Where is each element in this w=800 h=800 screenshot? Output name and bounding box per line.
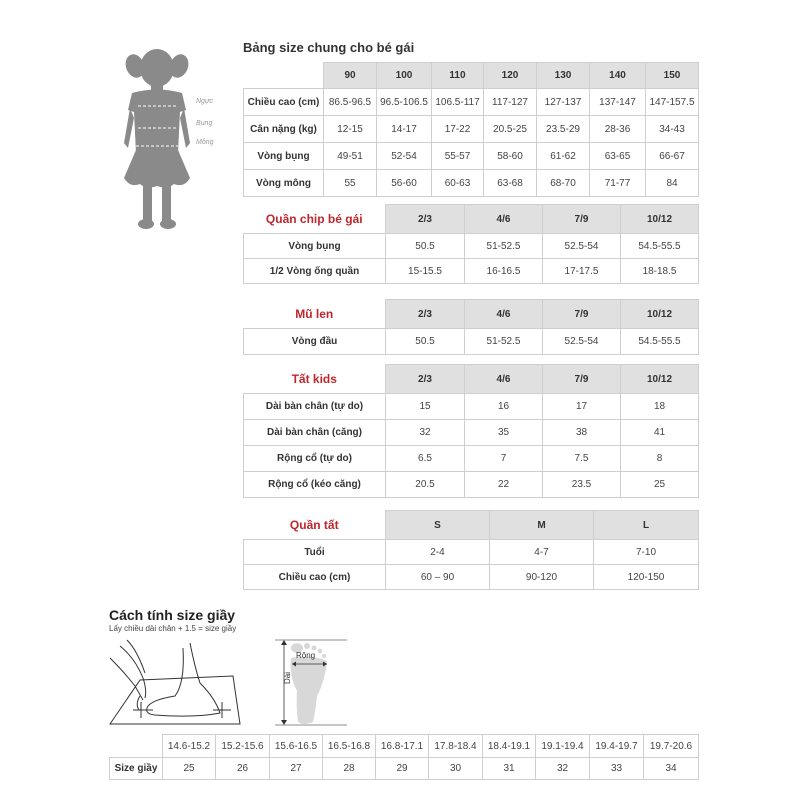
shoe-size-cell: 31 [483, 758, 536, 780]
shoe-size-table [109, 734, 699, 780]
table-cell: 49-51 [324, 143, 377, 170]
table-row [110, 758, 699, 780]
row-label: Dài bàn chân (tự do) [244, 394, 386, 420]
shoe-size-cell: 27 [270, 758, 323, 780]
table-cell: 4-7 [490, 540, 594, 565]
table-header-row [110, 735, 699, 758]
column-header: 100 [377, 63, 432, 89]
hat-size-table [243, 299, 699, 355]
foot-length-cell: 17.8-18.4 [429, 735, 483, 758]
row-label: Rộng cổ (tự do) [244, 446, 386, 472]
table-cell: 86.5-96.5 [324, 89, 377, 116]
table-cell: 117-127 [484, 89, 537, 116]
table-row [244, 234, 699, 259]
table-cell: 20.5 [386, 472, 465, 498]
table-cell: 22 [465, 472, 543, 498]
waist-label: Bụng [196, 120, 213, 127]
column-header: S [386, 511, 490, 540]
table-cell: 63-68 [484, 170, 537, 197]
table-cell: 90-120 [490, 565, 594, 590]
table-row [244, 143, 699, 170]
table-cell: 17 [543, 394, 621, 420]
shoe-size-cell: 32 [536, 758, 590, 780]
table-cell: 68-70 [537, 170, 590, 197]
table-row [244, 329, 699, 355]
table-header-row [244, 205, 699, 234]
shoe-size-cell: 26 [216, 758, 270, 780]
table-row [244, 394, 699, 420]
column-header: 10/12 [621, 365, 699, 394]
table-row [244, 472, 699, 498]
column-header: 10/12 [621, 205, 699, 234]
foot-length-cell: 15.6-16.5 [270, 735, 323, 758]
table-cell: 127-137 [537, 89, 590, 116]
foot-measuring-illustration [105, 638, 245, 728]
table-cell: 52.5-54 [543, 234, 621, 259]
table-cell: 7.5 [543, 446, 621, 472]
table-cell: 147-157.5 [646, 89, 699, 116]
table-cell: 120-150 [594, 565, 699, 590]
foot-length-cell: 14.6-15.2 [163, 735, 216, 758]
row-label: Vòng bụng [244, 143, 324, 170]
table-row [244, 259, 699, 284]
row-label: Rộng cổ (kéo căng) [244, 472, 386, 498]
table-cell: 35 [465, 420, 543, 446]
table-cell: 17-17.5 [543, 259, 621, 284]
table-cell: 15-15.5 [386, 259, 465, 284]
foot-length-cell: 18.4-19.1 [483, 735, 536, 758]
column-header: L [594, 511, 699, 540]
foot-length-cell: 19.4-19.7 [590, 735, 644, 758]
row-label: Size giầy [110, 758, 163, 780]
table-header-row [244, 63, 699, 89]
tights-size-table [243, 510, 699, 590]
table-cell: 14-17 [377, 116, 432, 143]
table-header-row [244, 365, 699, 394]
table-cell: 84 [646, 170, 699, 197]
foot-length-cell: 16.5-16.8 [323, 735, 376, 758]
table-cell: 23.5-29 [537, 116, 590, 143]
shoe-size-cell: 25 [163, 758, 216, 780]
hand-measuring-foot-icon [105, 638, 245, 728]
table-cell: 12-15 [324, 116, 377, 143]
section-title: Tất kids [291, 371, 337, 386]
column-header: 90 [324, 63, 377, 89]
table-cell: 137-147 [590, 89, 646, 116]
table-cell: 41 [621, 420, 699, 446]
column-header: 2/3 [386, 365, 465, 394]
column-header: M [490, 511, 594, 540]
column-header: 150 [646, 63, 699, 89]
column-header: 4/6 [465, 300, 543, 329]
row-label: Chiều cao (cm) [244, 565, 386, 590]
column-header: 110 [432, 63, 484, 89]
table-cell: 34-43 [646, 116, 699, 143]
row-label: Vòng đầu [244, 329, 386, 355]
table-cell: 7 [465, 446, 543, 472]
foot-dimensions-illustration [265, 636, 355, 729]
table-cell: 54.5-55.5 [621, 329, 699, 355]
chest-label: Ngực [196, 98, 213, 105]
table-cell: 52-54 [377, 143, 432, 170]
table-cell: 55 [324, 170, 377, 197]
table-cell: 18 [621, 394, 699, 420]
column-header: 7/9 [543, 205, 621, 234]
foot-width-label: Rộng [296, 651, 316, 660]
girl-silhouette-icon [112, 38, 232, 233]
shoe-section-title: Cách tính size giầy [109, 607, 236, 623]
table-cell: 2-4 [386, 540, 490, 565]
table-row [244, 89, 699, 116]
table-cell: 18-18.5 [621, 259, 699, 284]
table-cell: 8 [621, 446, 699, 472]
table-cell: 60 – 90 [386, 565, 490, 590]
shoe-size-cell: 30 [429, 758, 483, 780]
table-cell: 50.5 [386, 234, 465, 259]
table-header-row [244, 511, 699, 540]
table-cell: 60-63 [432, 170, 484, 197]
shoe-size-cell: 34 [644, 758, 699, 780]
table-cell: 55-57 [432, 143, 484, 170]
table-cell: 17-22 [432, 116, 484, 143]
blank-cell [244, 63, 324, 89]
row-label: Vòng bụng [244, 234, 386, 259]
table-cell: 6.5 [386, 446, 465, 472]
table-cell: 38 [543, 420, 621, 446]
column-header: 2/3 [386, 205, 465, 234]
table-cell: 32 [386, 420, 465, 446]
table-cell: 96.5-106.5 [377, 89, 432, 116]
table-cell: 106.5-117 [432, 89, 484, 116]
main-size-table [243, 62, 699, 197]
table-cell: 71-77 [590, 170, 646, 197]
row-label: 1/2 Vòng ống quần [244, 259, 386, 284]
column-header: 4/6 [465, 365, 543, 394]
column-header: 7/9 [543, 300, 621, 329]
table-cell: 23.5 [543, 472, 621, 498]
table-header-row [244, 300, 699, 329]
footprint-icon [265, 636, 355, 729]
table-cell: 28-36 [590, 116, 646, 143]
foot-length-cell: 16.8-17.1 [376, 735, 429, 758]
table-cell: 16-16.5 [465, 259, 543, 284]
shoe-size-cell: 29 [376, 758, 429, 780]
table-cell: 66-67 [646, 143, 699, 170]
table-cell: 54.5-55.5 [621, 234, 699, 259]
blank-cell [110, 735, 163, 758]
row-label: Cân nặng (kg) [244, 116, 324, 143]
table-cell: 63-65 [590, 143, 646, 170]
table-row [244, 446, 699, 472]
section-title: Quần tất [289, 517, 339, 532]
girl-silhouette-figure [112, 38, 232, 233]
hip-label: Mông [196, 139, 214, 146]
column-header: 4/6 [465, 205, 543, 234]
foot-length-cell: 19.7-20.6 [644, 735, 699, 758]
column-header: 7/9 [543, 365, 621, 394]
main-size-table-title: Bảng size chung cho bé gái [243, 40, 415, 55]
table-cell: 25 [621, 472, 699, 498]
section-title: Mũ len [295, 306, 334, 321]
column-header: 120 [484, 63, 537, 89]
row-label: Chiều cao (cm) [244, 89, 324, 116]
table-cell: 16 [465, 394, 543, 420]
table-cell: 58-60 [484, 143, 537, 170]
column-header: 130 [537, 63, 590, 89]
section-title: Quần chip bé gái [265, 211, 363, 226]
table-cell: 50.5 [386, 329, 465, 355]
table-row [244, 420, 699, 446]
table-row [244, 565, 699, 590]
table-row [244, 116, 699, 143]
shoe-size-cell: 28 [323, 758, 376, 780]
table-cell: 52.5-54 [543, 329, 621, 355]
row-label: Tuổi [244, 540, 386, 565]
foot-length-cell: 19.1-19.4 [536, 735, 590, 758]
shoe-size-cell: 33 [590, 758, 644, 780]
table-cell: 61-62 [537, 143, 590, 170]
table-row [244, 170, 699, 197]
shoe-section-subtitle: Lấy chiều dài chân + 1.5 = size giầy [109, 624, 237, 633]
column-header: 140 [590, 63, 646, 89]
foot-length-label: Dài [283, 671, 292, 684]
table-cell: 15 [386, 394, 465, 420]
row-label: Vòng mông [244, 170, 324, 197]
row-label: Dài bàn chân (căng) [244, 420, 386, 446]
table-cell: 56-60 [377, 170, 432, 197]
underwear-size-table [243, 204, 699, 284]
column-header: 10/12 [621, 300, 699, 329]
table-cell: 51-52.5 [465, 329, 543, 355]
foot-length-cell: 15.2-15.6 [216, 735, 270, 758]
socks-size-table [243, 364, 699, 498]
table-cell: 7-10 [594, 540, 699, 565]
column-header: 2/3 [386, 300, 465, 329]
table-row [244, 540, 699, 565]
table-cell: 51-52.5 [465, 234, 543, 259]
table-cell: 20.5-25 [484, 116, 537, 143]
